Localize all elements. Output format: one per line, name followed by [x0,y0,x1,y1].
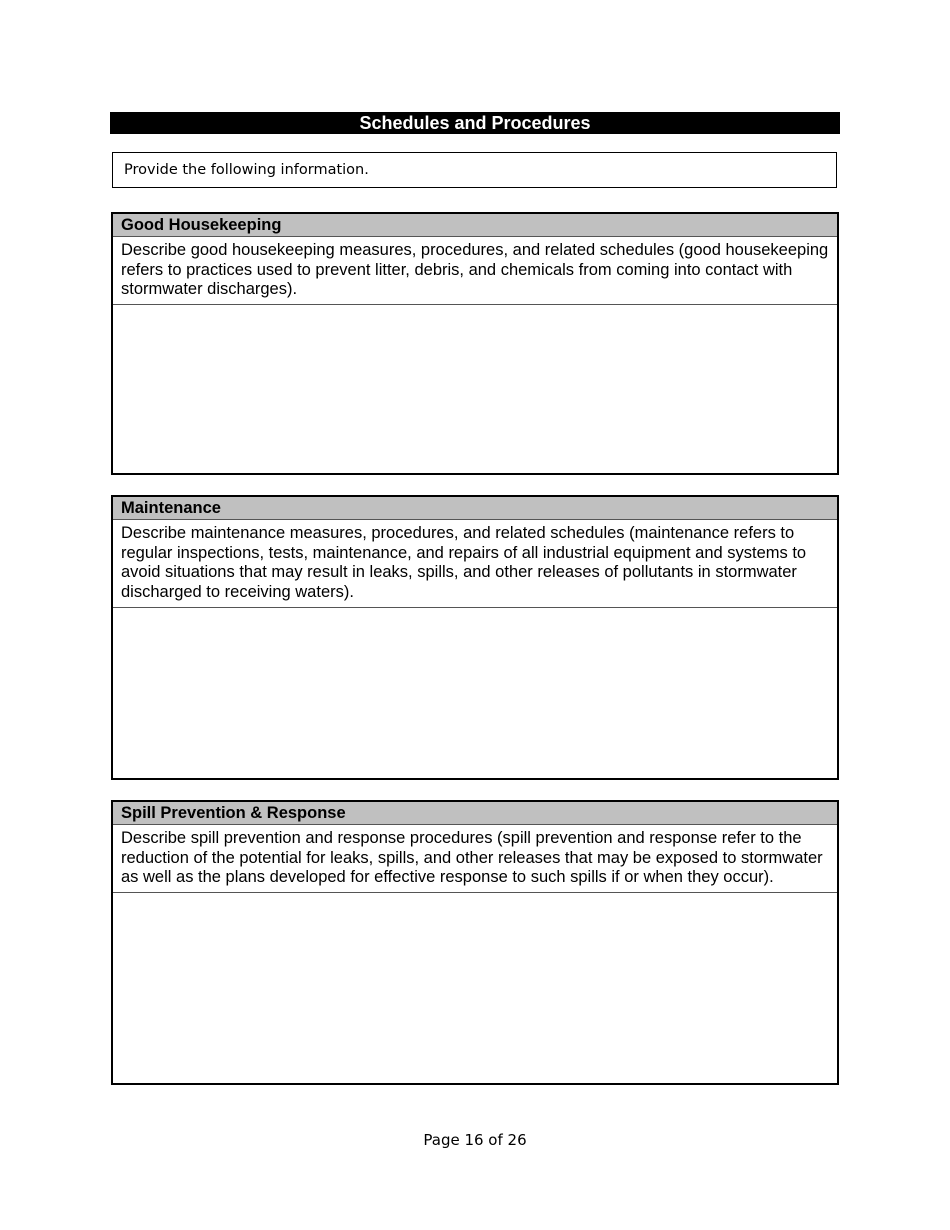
section-description: Describe good housekeeping measures, procedures, and related schedules (good housekeeping refers to practices used to prevent litter, debris, and chemicals from coming into contact with stormwater discharges). [113,237,837,305]
maintenance-answer-field[interactable] [113,608,837,778]
good-housekeeping-section [111,212,839,475]
section-description: Describe spill prevention and response procedures (spill prevention and response refer to the reduction of the potential for leaks, spills, and other releases that may be exposed to stormwater as well as the plans developed for effective response to such spills if or when they occur). [113,825,837,893]
spill-prevention-section [111,800,839,1085]
spill-prevention-answer-field[interactable] [113,893,837,1083]
good-housekeeping-answer-field[interactable] [113,305,837,473]
section-heading: Spill Prevention & Response [113,802,837,825]
page-number: Page 16 of 26 [423,1131,527,1149]
page-title: Schedules and Procedures [110,112,840,134]
maintenance-section [111,495,839,780]
section-heading: Good Housekeeping [113,214,837,237]
instruction-box: Provide the following information. [112,152,837,188]
section-description: Describe maintenance measures, procedures, and related schedules (maintenance refers to regular inspections, tests, maintenance, and repairs of all industrial equipment and systems to avoid situations that may result in leaks, spills, and other releases of pollutants in stormwater discharged to receiving waters). [113,520,837,608]
section-heading: Maintenance [113,497,837,520]
